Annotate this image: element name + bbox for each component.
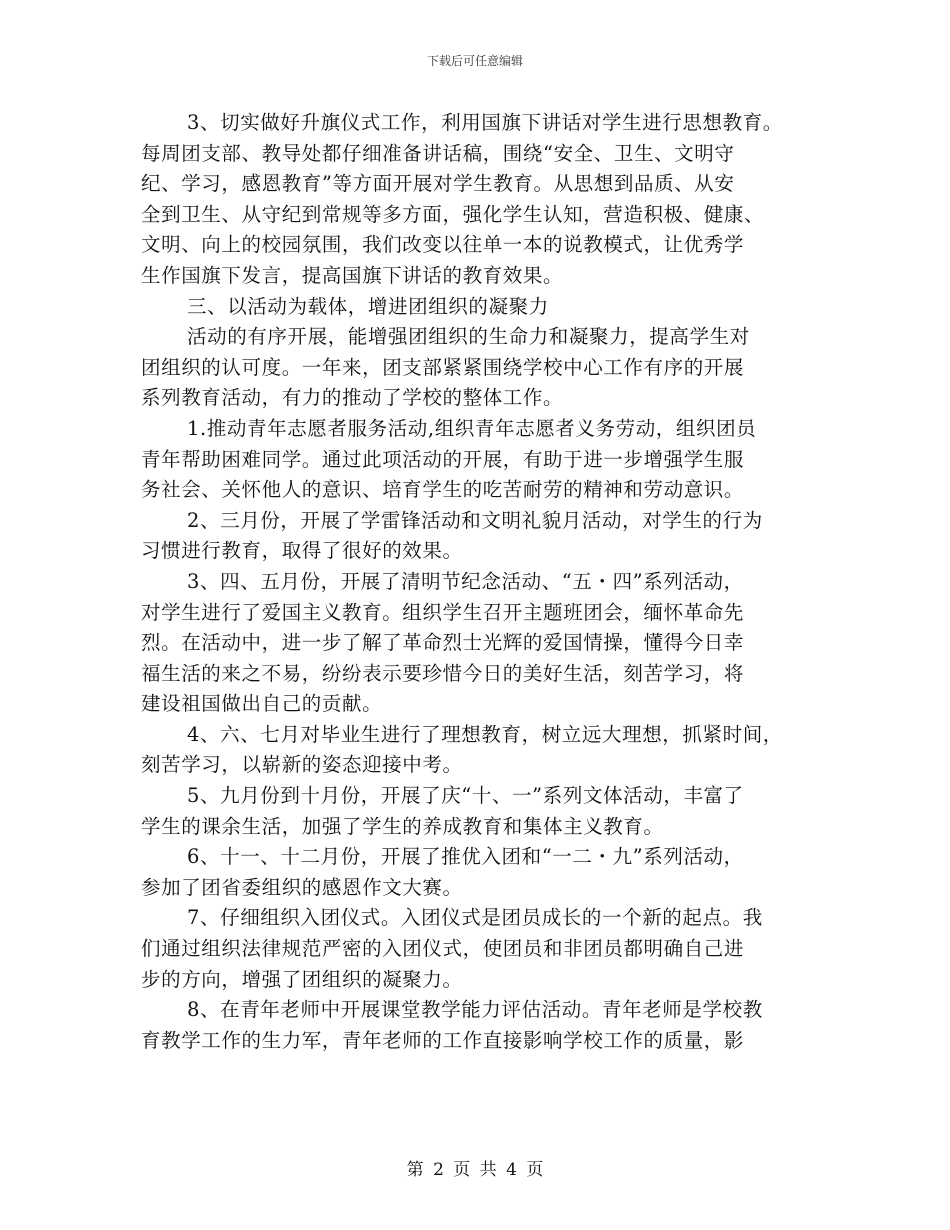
text-line: 步的方向，增强了团组织的凝聚力。	[141, 967, 463, 991]
text-line: 文明、向上的校园氛围，我们改变以往单一本的说教模式，让优秀学	[141, 233, 745, 257]
text-line: 每周团支部、教导处都仔细准备讲话稿，围绕“安全、卫生、文明守	[141, 141, 735, 165]
text-line: 育教学工作的生力军，青年老师的工作直接影响学校工作的质量，影	[141, 1028, 745, 1052]
text-line: 8、在青年老师中开展课堂教学能力评估活动。青年老师是学校教	[187, 998, 763, 1022]
text-line: 5、九月份到十月份，开展了庆“十、一”系列文体活动，丰富了	[187, 784, 744, 808]
text-line: 团组织的认可度。一年来，团支部紧紧围绕学校中心工作有序的开展	[141, 355, 745, 379]
section-heading	[141, 292, 821, 323]
paragraph-item-1	[141, 414, 821, 506]
document-body	[141, 108, 821, 1056]
paragraph-item-4	[141, 720, 821, 781]
text-line: 1.推动青年志愿者服务活动,组织青年志愿者义务劳动，组织团员	[187, 416, 757, 440]
text-line: 务社会、关怀他人的意识、培育学生的吃苦耐劳的精神和劳动意识。	[141, 478, 745, 502]
text-line: 7、仔细组织入团仪式。入团仪式是团员成长的一个新的起点。我	[187, 906, 763, 930]
text-line: 活动的有序开展，能增强团组织的生命力和凝聚力，提高学生对	[187, 325, 750, 349]
text-line: 习惯进行教育，取得了很好的效果。	[141, 539, 463, 563]
text-line: 三、以活动为载体，增进团组织的凝聚力	[187, 294, 549, 318]
text-line: 生作国旗下发言，提高国旗下讲话的教育效果。	[141, 263, 564, 287]
text-line: 系列教育活动，有力的推动了学校的整体工作。	[141, 386, 564, 410]
text-line: 6、十一、十二月份，开展了推优入团和“一二・九”系列活动，	[187, 845, 744, 869]
paragraph-item-6	[141, 842, 821, 903]
text-line: 烈。在活动中，进一步了解了革命烈士光辉的爱国情操，懂得今日幸	[141, 631, 745, 655]
paragraph-item-2	[141, 506, 821, 567]
text-line: 纪、学习，感恩教育”等方面开展对学生教育。从思想到品质、从安	[141, 172, 735, 196]
paragraph-item-5	[141, 781, 821, 842]
paragraph-activities-intro	[141, 322, 821, 414]
paragraph-item-8	[141, 995, 821, 1056]
text-line: 刻苦学习，以崭新的姿态迎接中考。	[141, 753, 463, 777]
text-line: 建设祖国做出自己的贡献。	[141, 692, 383, 716]
page-header: 下载后可任意编辑	[426, 54, 523, 68]
paragraph-flag-ceremony	[141, 108, 821, 292]
text-line: 3、四、五月份，开展了清明节纪念活动、“五・四”系列活动，	[187, 569, 744, 593]
paragraph-item-7	[141, 903, 821, 995]
text-line: 青年帮助困难同学。通过此项活动的开展，有助于进一步增强学生服	[141, 447, 745, 471]
text-line: 参加了团省委组织的感恩作文大赛。	[141, 875, 463, 899]
text-line: 们通过组织法律规范严密的入团仪式，使团员和非团员都明确自己进	[141, 937, 745, 961]
text-line: 福生活的来之不易，纷纷表示要珍惜今日的美好生活，刻苦学习，将	[141, 661, 745, 685]
text-line: 对学生进行了爱国主义教育。组织学生召开主题班团会，缅怀革命先	[141, 600, 745, 624]
text-line: 全到卫生、从守纪到常规等多方面，强化学生认知，营造积极、健康、	[141, 202, 765, 226]
text-line: 学生的课余生活，加强了学生的养成教育和集体主义教育。	[141, 814, 664, 838]
text-line: 3、切实做好升旗仪式工作，利用国旗下讲话对学生进行思想教育。	[187, 111, 783, 134]
text-line: 2、三月份，开展了学雷锋活动和文明礼貌月活动，对学生的行为	[187, 508, 763, 532]
page-footer: 第 2 页 共 4 页	[406, 1160, 544, 1180]
text-line: 4、六、七月对毕业生进行了理想教育，树立远大理想，抓紧时间，	[187, 722, 783, 746]
paragraph-item-3	[141, 567, 821, 720]
